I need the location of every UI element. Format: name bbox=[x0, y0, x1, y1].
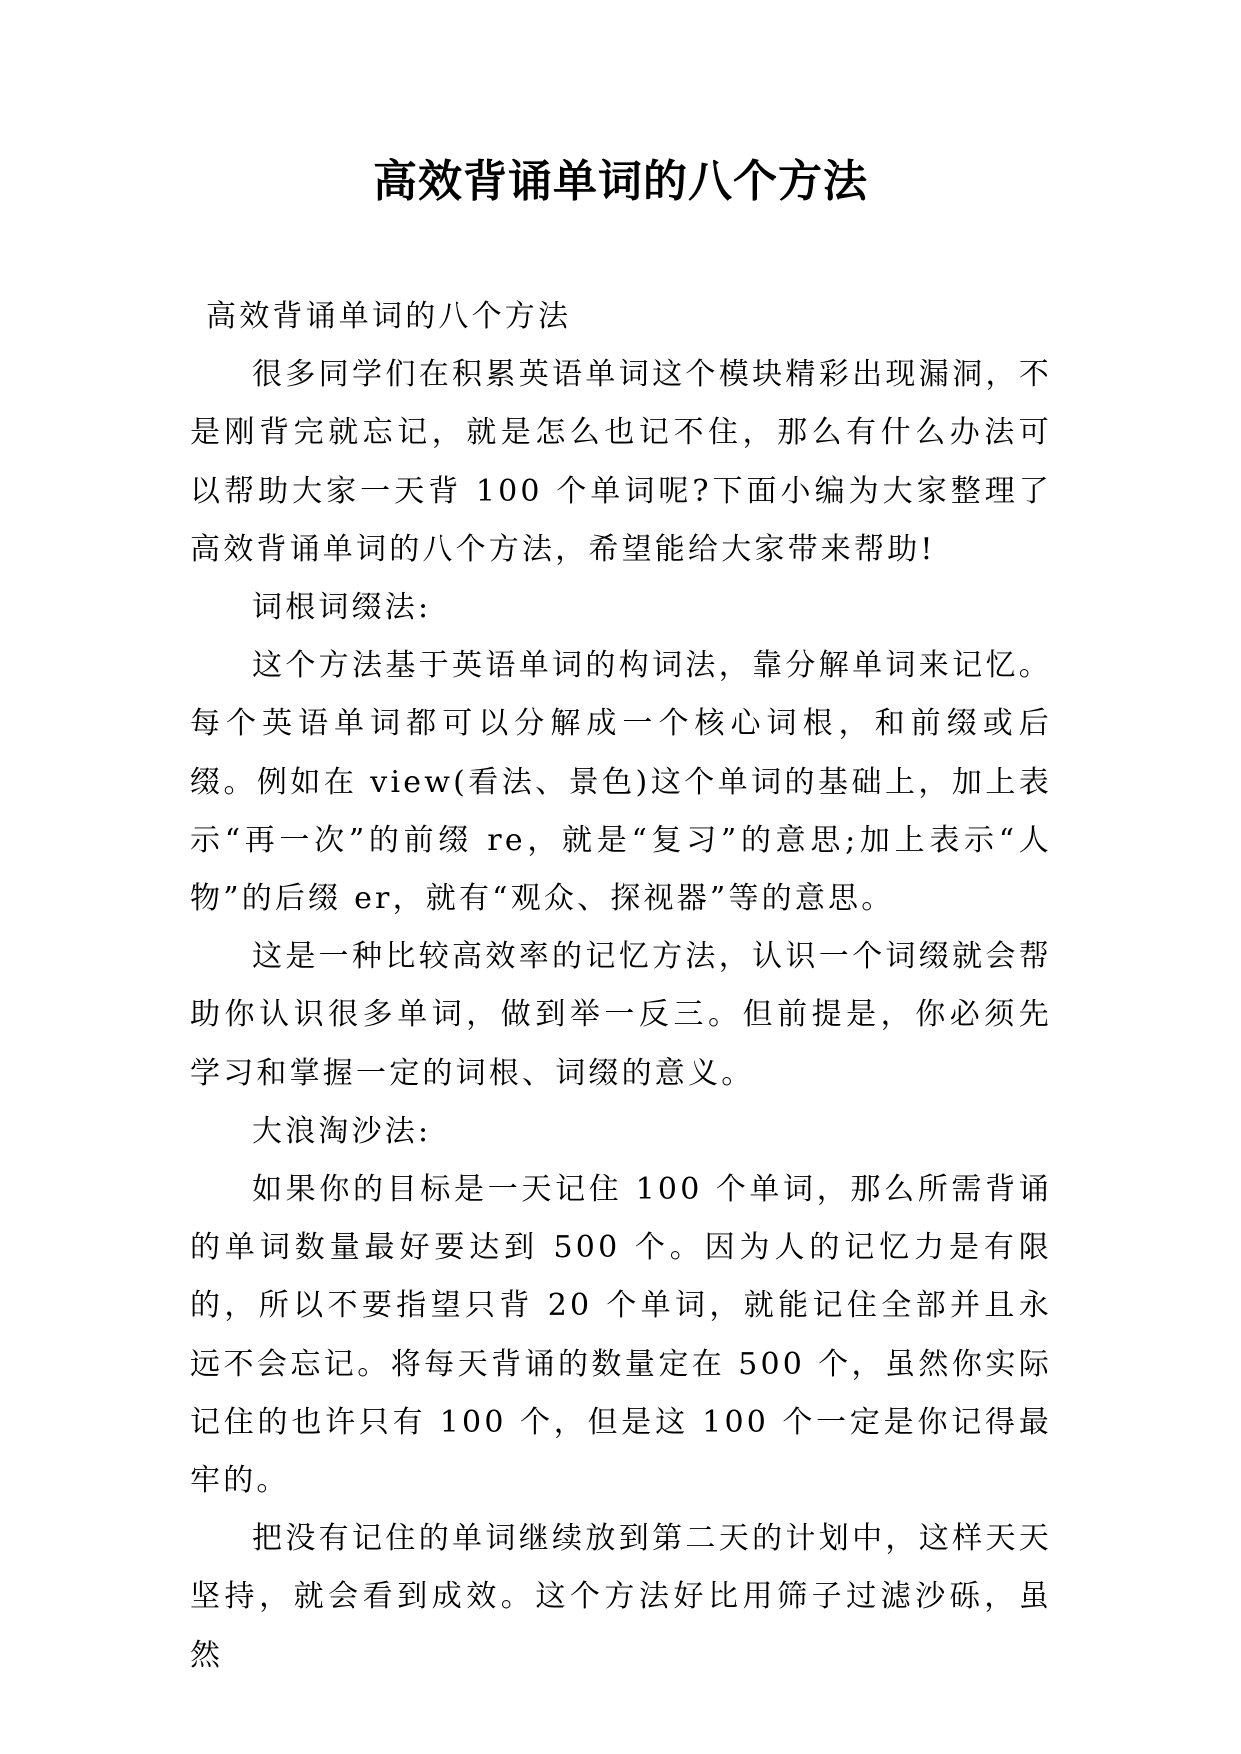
body-paragraph: 这是一种比较高效率的记忆方法，认识一个词缀就会帮助你认识很多单词，做到举一反三。但前提是，你必须先学习和掌握一定的词根、词缀的意义。 bbox=[190, 939, 1052, 1091]
document-title: 高效背诵单词的八个方法 bbox=[373, 156, 868, 207]
subtitle-paragraph: 高效背诵单词的八个方法 bbox=[206, 299, 572, 334]
document-body bbox=[190, 288, 1052, 1685]
body-paragraph: 这个方法基于英语单词的构词法，靠分解单词来记忆。每个英语单词都可以分解成一个核心词根，和前缀或后缀。例如在 view(看法、景色)这个单词的基础上，加上表示“再一次”的前缀 re，就是“复习”的意思;加上表示“人物”的后缀 er，就有“观众、探视器”等的意思。 bbox=[190, 648, 1052, 917]
body-paragraph: 如果你的目标是一天记住 100 个单词，那么所需背诵的单词数量最好要达到 500 个。因为人的记忆力是有限的，所以不要指望只背 20 个单词，就能记住全部并且永远不会忘记。将每天背诵的数量定在 500 个，虽然你实际记住的也许只有 100 个，但是这 100 个一定是你记得最牢的。 bbox=[190, 1172, 1052, 1499]
section-heading-sifting: 大浪淘沙法: bbox=[252, 1113, 432, 1149]
body-paragraph: 把没有记住的单词继续放到第二天的计划中，这样天天坚持，就会看到成效。这个方法好比用筛子过滤沙砾，虽然 bbox=[190, 1521, 1052, 1673]
intro-paragraph: 很多同学们在积累英语单词这个模块精彩出现漏洞，不是刚背完就忘记，就是怎么也记不住，那么有什么办法可以帮助大家一天背 100 个单词呢?下面小编为大家整理了高效背诵单词的八个方法，希望能给大家带来帮助! bbox=[190, 357, 1052, 567]
section-heading-root-affix: 词根词缀法: bbox=[252, 590, 432, 626]
